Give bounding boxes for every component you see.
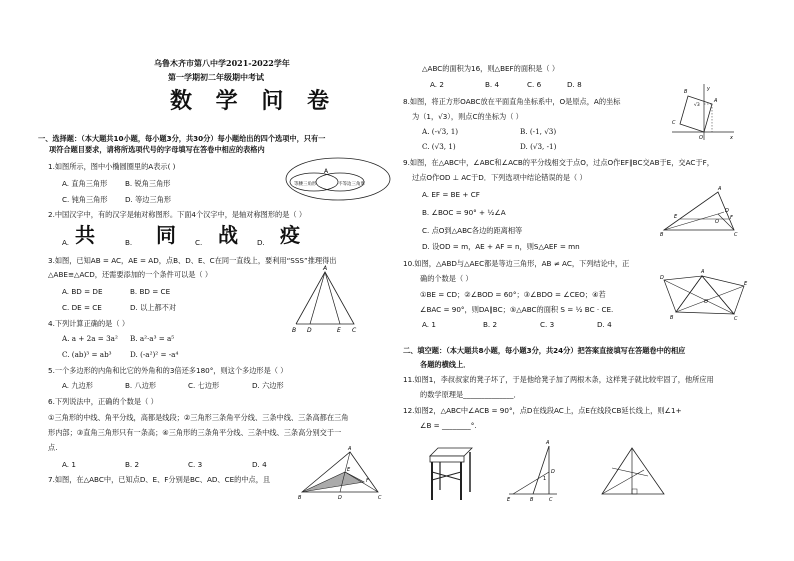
q3-label-c: C	[352, 327, 357, 334]
q4-option-c: C. (ab)³ = ab³	[62, 350, 112, 359]
q2-option-c: C.	[195, 238, 203, 247]
q4-option-a: A. a + 2a = 3a²	[62, 334, 118, 343]
q8-coordinate-figure	[668, 84, 738, 146]
q3-label-d: D	[307, 327, 312, 334]
q8-label-c: C	[672, 120, 676, 126]
section-2-heading: 二、填空题：（本大题共8小题，每小题3分，共24分）把答案直接填写在答题卷中的相应	[403, 346, 686, 355]
q5-option-d: D. 六边形	[252, 381, 284, 390]
q9-label-e: E	[674, 214, 678, 220]
q8-label-y: y	[707, 86, 710, 92]
q3-stem-cont: △ABE≌△ACD，还需要添加的一个条件可以是（ ）	[48, 270, 213, 279]
q3-option-d: D. 以上都不对	[130, 303, 177, 312]
section-1-heading: 一、选择题：（本大题共10小题，每小题3分，共30分）每小题给出的四个选项中，只有一	[38, 134, 326, 143]
q1-option-c: C. 钝角三角形	[62, 195, 108, 204]
q3-triangle-figure	[288, 266, 368, 336]
school-line: 乌鲁木齐市第八中学2021-2022学年	[154, 58, 290, 68]
q12-label-d: D	[551, 469, 555, 475]
q2-char-4: 疫	[280, 223, 300, 247]
q4-option-b: B. a²·a³ = a⁵	[130, 334, 175, 343]
q3-stem: 3.如图，已知AB = AC，AE = AD，点B、D、E、C在同一直线上，要利用“SSS”推理得出	[48, 256, 337, 265]
q7-label-a: A	[348, 446, 352, 452]
q10-label-o: O	[704, 299, 708, 305]
q8-label-b: B	[684, 89, 688, 95]
q12-stem: 12.如图2，△ABC中∠ACB = 90°，点D在线段AC上，点E在线段CB延长线上，则∠1+	[403, 406, 682, 415]
q7-label-f: F	[366, 478, 369, 484]
q10-option-a: A. 1	[422, 320, 436, 329]
q12-label-e: E	[507, 497, 511, 503]
q1-stem: 1.如图所示，图中小椭圆圈里的A表示( )	[48, 162, 176, 171]
triangle-altitude-figure	[598, 444, 668, 502]
q7-option-d: D. 8	[567, 80, 582, 89]
q8-label-a: A	[714, 98, 718, 104]
q3-option-a: A. BD = DE	[62, 287, 103, 296]
q7-triangle-figure	[298, 448, 384, 500]
q5-option-c: C. 七边形	[188, 381, 220, 390]
q2-char-1: 共	[75, 223, 95, 247]
q6-option-a: A. 1	[62, 460, 76, 469]
q10-label-d: D	[660, 275, 664, 281]
q1-option-d: D. 等边三角形	[125, 195, 172, 204]
q7-label-d: D	[338, 495, 342, 501]
q6-line-1: ①三角形的中线、角平分线，高都是线段；②三角形三条角平分线、三条中线、三条高都在三角	[48, 413, 349, 422]
q9-label-d: D	[725, 208, 729, 214]
q10-label-c: C	[734, 316, 738, 322]
q7-label-e: E	[347, 467, 351, 473]
q3-option-c: C. DE = CE	[62, 303, 102, 312]
q9-option-d: D. 设OD = m，AE + AF = n，则S△AEF = mn	[422, 242, 580, 251]
q8-label-o: O	[699, 135, 703, 141]
q3-label-a: A	[323, 265, 328, 272]
q2-stem: 2.中国汉字中，有的汉字是轴对称图形。下面4个汉字中，是轴对称图形的是（ ）	[48, 210, 307, 219]
q9-option-c: C. 点O到△ABC各边的距离相等	[422, 226, 523, 235]
ellipse-label-a: A	[324, 168, 329, 175]
q10-triangle-figure	[660, 264, 746, 320]
q8-option-d: D. (√3, -1)	[520, 142, 557, 151]
q9-label-a: A	[718, 186, 722, 192]
exam-line: 第一学期初二年级期中考试	[168, 72, 264, 82]
q5-option-a: A. 九边形	[62, 381, 93, 390]
q10-label-a: A	[701, 269, 705, 275]
q7-option-c: C. 6	[527, 80, 542, 89]
q3-label-e: E	[337, 327, 341, 334]
q8-option-b: B. (-1, √3)	[520, 127, 557, 136]
q8-option-c: C. (√3, 1)	[422, 142, 456, 151]
q2-char-3: 战	[218, 223, 238, 247]
q6-option-d: D. 4	[252, 460, 267, 469]
q2-option-d: D.	[257, 238, 265, 247]
q9-option-a: A. EF = BE + CF	[422, 190, 480, 199]
q9-label-b: B	[660, 232, 664, 238]
q6-line-3: 点.	[48, 443, 58, 452]
q3-label-b: B	[292, 327, 297, 334]
q9-triangle-figure	[660, 188, 740, 238]
q12-figure-2	[505, 442, 561, 502]
q10-line-1: ①BE = CD；②∠BOD = 60°；③∠BDO = ∠CEO；④若	[420, 290, 606, 299]
q7-stem-cont: △ABC的面积为16，则△BEF的面积是（ ）	[422, 64, 560, 73]
q5-option-b: B. 八边形	[125, 381, 157, 390]
q4-option-d: D. (-a²)² = -a⁴	[130, 350, 179, 359]
q2-char-2: 同	[156, 223, 176, 247]
section-1-heading-cont: 项符合题目要求，请将所选项代号的字母填写在答卷中相应的表格内	[49, 145, 265, 154]
q6-option-b: B. 2	[125, 460, 140, 469]
q10-label-e: E	[744, 281, 748, 287]
q8-label-x: x	[730, 135, 733, 141]
q8-option-a: A. (-√3, 1)	[422, 127, 459, 136]
q7-label-b: B	[298, 495, 302, 501]
q12-label-1: 1	[543, 476, 547, 482]
q7-option-b: B. 4	[485, 80, 500, 89]
q10-line-2: ∠BAC = 90°，则DA∥BC；⑤△ABC的面积 S = ½ BC · CE.	[420, 305, 614, 314]
q7-stem: 7.如图，在△ABC中，已知点D、E、F分别是BC、AD、CE的中点，且	[48, 475, 271, 484]
q7-option-a: A. 2	[430, 80, 444, 89]
q10-option-b: B. 2	[483, 320, 498, 329]
q10-stem-cont: 确的个数是（ ）	[420, 274, 473, 283]
q9-label-c: C	[734, 232, 738, 238]
q3-option-b: B. BD = CE	[130, 287, 171, 296]
q5-stem: 5.一个多边形的内角和比它的外角和的3倍还多180°，则这个多边形是（ ）	[48, 366, 288, 375]
q8-stem: 8.如图，将正方形OABC放在平面直角坐标系中，O是原点，A的坐标	[403, 97, 621, 106]
q6-option-c: C. 3	[188, 460, 203, 469]
q8-label-sqrt3: √3	[694, 103, 700, 108]
q12-label-a: A	[546, 440, 550, 446]
q6-stem: 6.下列说法中，正确的个数是（ ）	[48, 397, 158, 406]
q1-ellipse-figure	[280, 155, 400, 205]
q10-label-b: B	[670, 315, 674, 321]
q12-stem-cont: ∠B = ________°.	[420, 421, 477, 430]
q7-label-c: C	[378, 495, 382, 501]
q6-line-2: 形内部；③直角三角形只有一条高；④三角形的三条角平分线、三条中线、三条高分别交于一	[48, 428, 342, 437]
q2-option-a: A.	[62, 238, 70, 247]
q11-stool-figure	[428, 446, 478, 504]
q9-option-b: B. ∠BOC = 90° + ½∠A	[422, 208, 506, 217]
q11-stem: 11.如图1，李叔叔家的凳子坏了，于是他给凳子加了两根木条，这样凳子就比较牢固了，他所应用	[403, 375, 714, 384]
q12-label-c: C	[549, 497, 553, 503]
q9-label-f: F	[730, 215, 733, 221]
q1-option-b: B. 锐角三角形	[125, 179, 171, 188]
ellipse-label-scalene: 不等边三角形	[338, 182, 365, 187]
q9-stem-cont: 过点O作OD ⊥ AC于D．下列选项中结论错误的是（ ）	[412, 173, 587, 182]
q4-stem: 4.下列计算正确的是（ ）	[48, 319, 130, 328]
q10-option-d: D. 4	[597, 320, 612, 329]
q10-stem: 10.如图，△ABD与△AEC都是等边三角形，AB ≠ AC，下列结论中，正	[403, 259, 630, 268]
q9-label-o: O	[715, 219, 719, 225]
q10-option-c: C. 3	[540, 320, 555, 329]
page-title: 数 学 问 卷	[170, 88, 337, 114]
q8-stem-cont: 为（1，√3），则点C的坐标为（ ）	[412, 112, 523, 121]
ellipse-label-isosceles: 等腰三角形	[294, 182, 317, 187]
q1-option-a: A. 直角三角形	[62, 179, 108, 188]
section-2-heading-cont: 各题的横线上．	[420, 360, 471, 369]
q11-stem-cont: 的数学原理是______________．	[420, 390, 521, 399]
q12-label-b: B	[530, 497, 534, 503]
q9-stem: 9.如图，在△ABC中，∠ABC和∠ACB的平分线相交于点O，过点O作EF∥BC交AB于E，交AC于F，	[403, 158, 714, 167]
q2-option-b: B.	[125, 238, 133, 247]
